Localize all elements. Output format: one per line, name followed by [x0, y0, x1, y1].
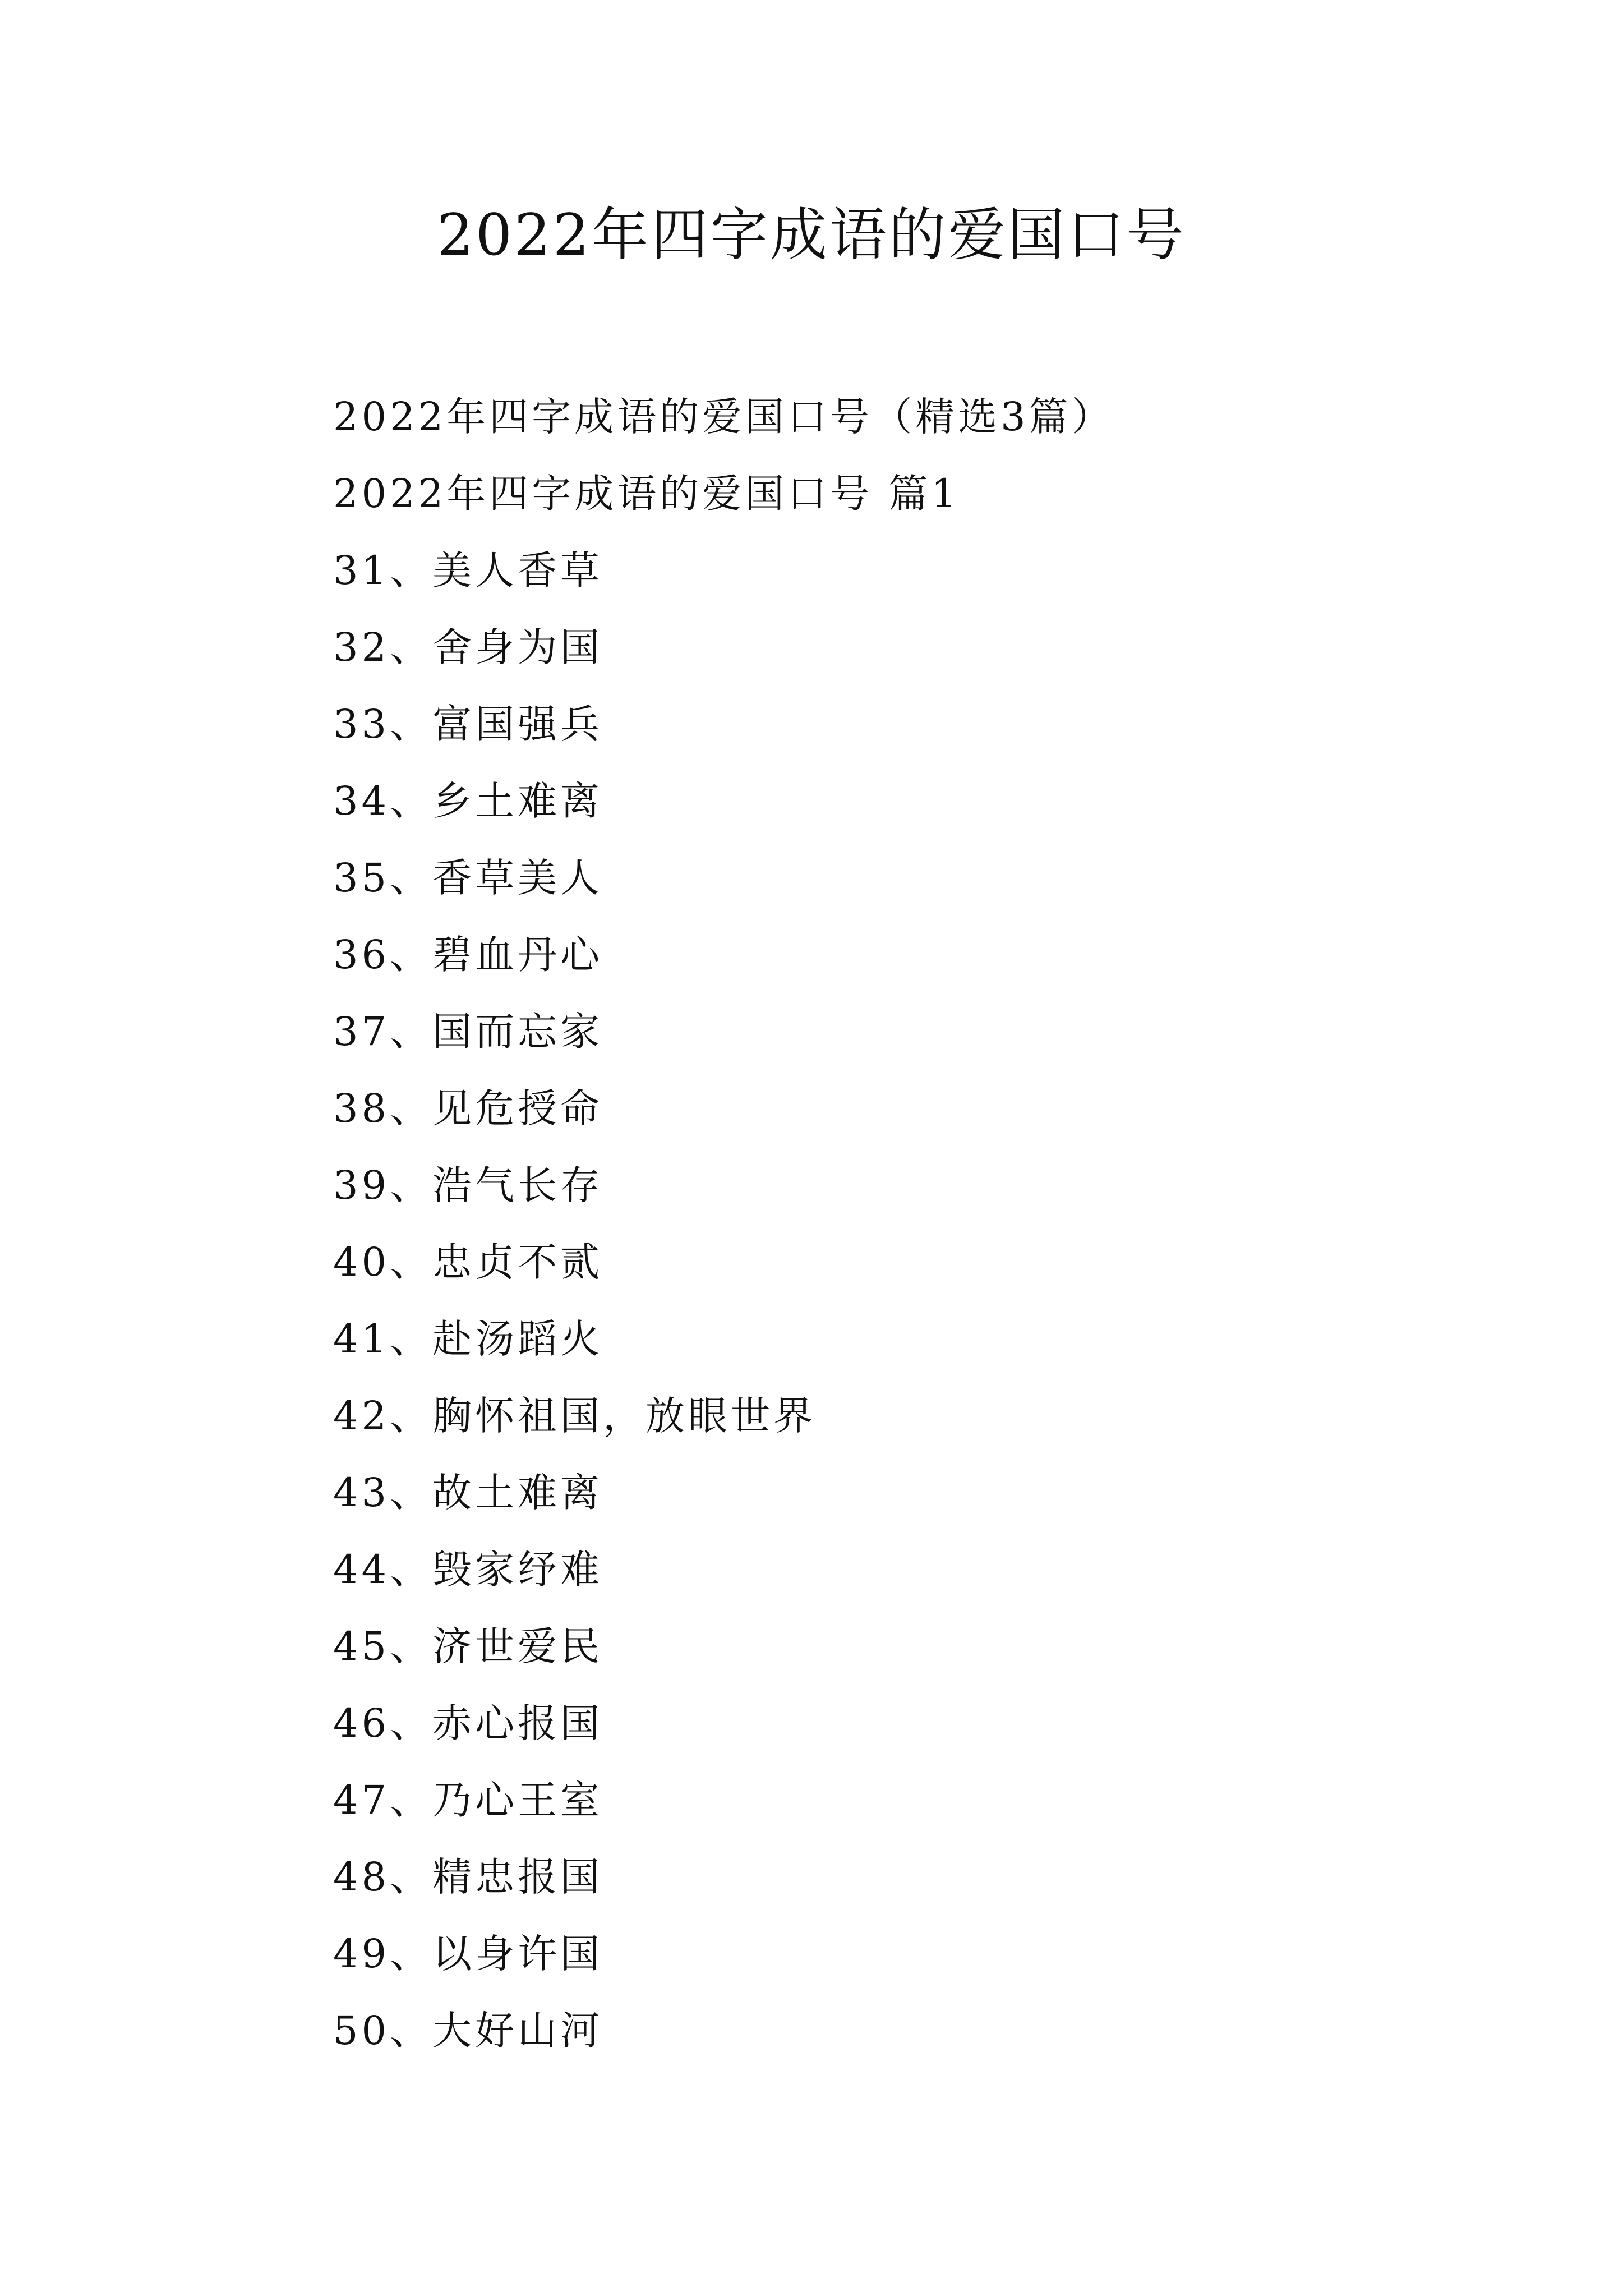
- list-item: 31、美人香草: [333, 547, 603, 593]
- list-item: 36、碧血丹心: [333, 932, 603, 978]
- list-item: 48、精忠报国: [333, 1854, 603, 1900]
- list-item: 32、舍身为国: [333, 624, 603, 670]
- list-item: 47、乃心王室: [333, 1777, 603, 1823]
- list-item: 44、毁家纾难: [333, 1547, 603, 1593]
- list-item: 40、忠贞不贰: [333, 1239, 603, 1285]
- list-item: 41、赴汤蹈火: [333, 1316, 603, 1362]
- section-heading: 2022年四字成语的爱国口号 篇1: [333, 471, 960, 517]
- list-item: 49、以身许国: [333, 1931, 603, 1977]
- list-item: 43、故土难离: [333, 1470, 603, 1516]
- document-subtitle: 2022年四字成语的爱国口号（精选3篇）: [333, 394, 1114, 440]
- list-item: 35、香草美人: [333, 855, 603, 901]
- list-item: 39、浩气长存: [333, 1162, 603, 1208]
- list-item: 38、见危授命: [333, 1085, 603, 1131]
- list-item: 37、国而忘家: [333, 1009, 603, 1055]
- list-item: 33、富国强兵: [333, 701, 603, 747]
- list-item: 34、乡土难离: [333, 778, 603, 824]
- list-item: 45、济世爱民: [333, 1623, 603, 1669]
- document-body: [333, 379, 1455, 2069]
- list-item: 50、大好山河: [333, 2008, 603, 2054]
- list-item: 42、胸怀祖国，放眼世界: [333, 1393, 817, 1439]
- document-title: 2022年四字成语的爱国口号: [437, 202, 1186, 269]
- list-item: 46、赤心报国: [333, 1700, 603, 1746]
